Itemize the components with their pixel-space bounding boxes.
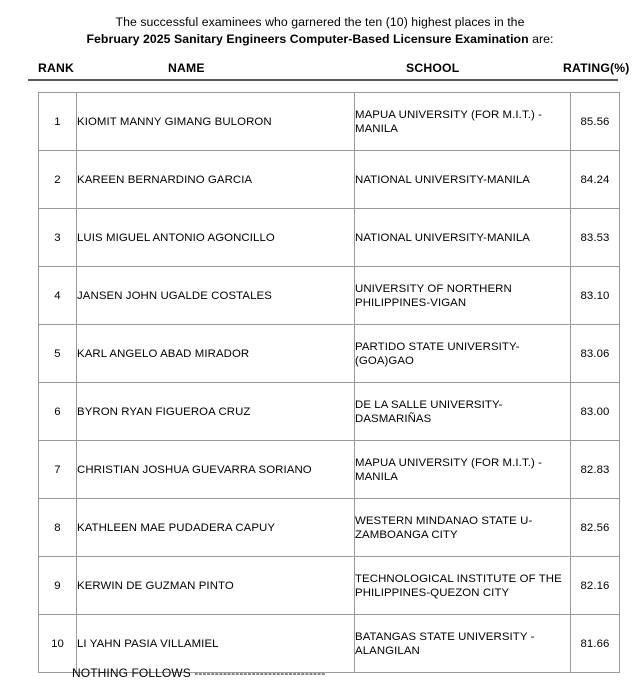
- cell-name: KATHLEEN MAE PUDADERA CAPUY: [77, 499, 355, 557]
- cell-school: NATIONAL UNIVERSITY-MANILA: [355, 151, 571, 209]
- cell-rating: 82.56: [571, 499, 620, 557]
- page-heading: [0, 14, 640, 48]
- heading-line-2-tail: are:: [528, 32, 554, 46]
- cell-school: UNIVERSITY OF NORTHERN PHILIPPINES-VIGAN: [355, 267, 571, 325]
- column-header-rating: RATING(%): [563, 61, 630, 75]
- nothing-follows-note: NOTHING FOLLOWS --------------------------------: [72, 666, 326, 680]
- topnotchers-table: [38, 92, 620, 673]
- column-header-name: NAME: [168, 61, 205, 75]
- table-row: [39, 615, 620, 673]
- heading-line-1: The successful examinees who garnered the ten (10) highest places in the: [115, 15, 525, 29]
- cell-rank: 9: [39, 557, 77, 615]
- column-header-school: SCHOOL: [406, 61, 460, 75]
- cell-rank: 8: [39, 499, 77, 557]
- table-row: [39, 383, 620, 441]
- cell-school: DE LA SALLE UNIVERSITY-DASMARIÑAS: [355, 383, 571, 441]
- table-row: [39, 151, 620, 209]
- cell-school: MAPUA UNIVERSITY (FOR M.I.T.) - MANILA: [355, 441, 571, 499]
- cell-name: CHRISTIAN JOSHUA GUEVARRA SORIANO: [77, 441, 355, 499]
- cell-rank: 10: [39, 615, 77, 673]
- header-divider-rule: [28, 79, 618, 81]
- cell-school: PARTIDO STATE UNIVERSITY-(GOA)GAO: [355, 325, 571, 383]
- cell-name: JANSEN JOHN UGALDE COSTALES: [77, 267, 355, 325]
- cell-name: KERWIN DE GUZMAN PINTO: [77, 557, 355, 615]
- cell-school: WESTERN MINDANAO STATE U-ZAMBOANGA CITY: [355, 499, 571, 557]
- cell-name: BYRON RYAN FIGUEROA CRUZ: [77, 383, 355, 441]
- heading-line-2: [0, 31, 640, 48]
- cell-school: BATANGAS STATE UNIVERSITY - ALANGILAN: [355, 615, 571, 673]
- cell-rating: 83.10: [571, 267, 620, 325]
- cell-rating: 83.53: [571, 209, 620, 267]
- heading-exam-title: February 2025 Sanitary Engineers Computer-Based Licensure Examination: [86, 32, 529, 46]
- table-body: [39, 93, 620, 673]
- cell-rank: 6: [39, 383, 77, 441]
- cell-rating: 84.24: [571, 151, 620, 209]
- cell-rank: 2: [39, 151, 77, 209]
- cell-name: KAREEN BERNARDINO GARCIA: [77, 151, 355, 209]
- cell-rating: 83.06: [571, 325, 620, 383]
- cell-name: LI YAHN PASIA VILLAMIEL: [77, 615, 355, 673]
- cell-rating: 85.56: [571, 93, 620, 151]
- table-row: [39, 209, 620, 267]
- table-row: [39, 267, 620, 325]
- cell-school: TECHNOLOGICAL INSTITUTE OF THE PHILIPPINES-QUEZON CITY: [355, 557, 571, 615]
- table-row: [39, 325, 620, 383]
- cell-school: MAPUA UNIVERSITY (FOR M.I.T.) - MANILA: [355, 93, 571, 151]
- cell-name: KARL ANGELO ABAD MIRADOR: [77, 325, 355, 383]
- table-column-headers: [28, 61, 630, 78]
- cell-name: KIOMIT MANNY GIMANG BULORON: [77, 93, 355, 151]
- cell-school: NATIONAL UNIVERSITY-MANILA: [355, 209, 571, 267]
- table-row: [39, 441, 620, 499]
- table-row: [39, 499, 620, 557]
- cell-rating: 81.66: [571, 615, 620, 673]
- cell-rank: 3: [39, 209, 77, 267]
- cell-rank: 7: [39, 441, 77, 499]
- cell-rank: 1: [39, 93, 77, 151]
- cell-rank: 5: [39, 325, 77, 383]
- cell-rating: 82.83: [571, 441, 620, 499]
- table-row: [39, 557, 620, 615]
- cell-rating: 82.16: [571, 557, 620, 615]
- cell-rating: 83.00: [571, 383, 620, 441]
- table-row: [39, 93, 620, 151]
- column-header-rank: RANK: [38, 61, 75, 75]
- cell-name: LUIS MIGUEL ANTONIO AGONCILLO: [77, 209, 355, 267]
- cell-rank: 4: [39, 267, 77, 325]
